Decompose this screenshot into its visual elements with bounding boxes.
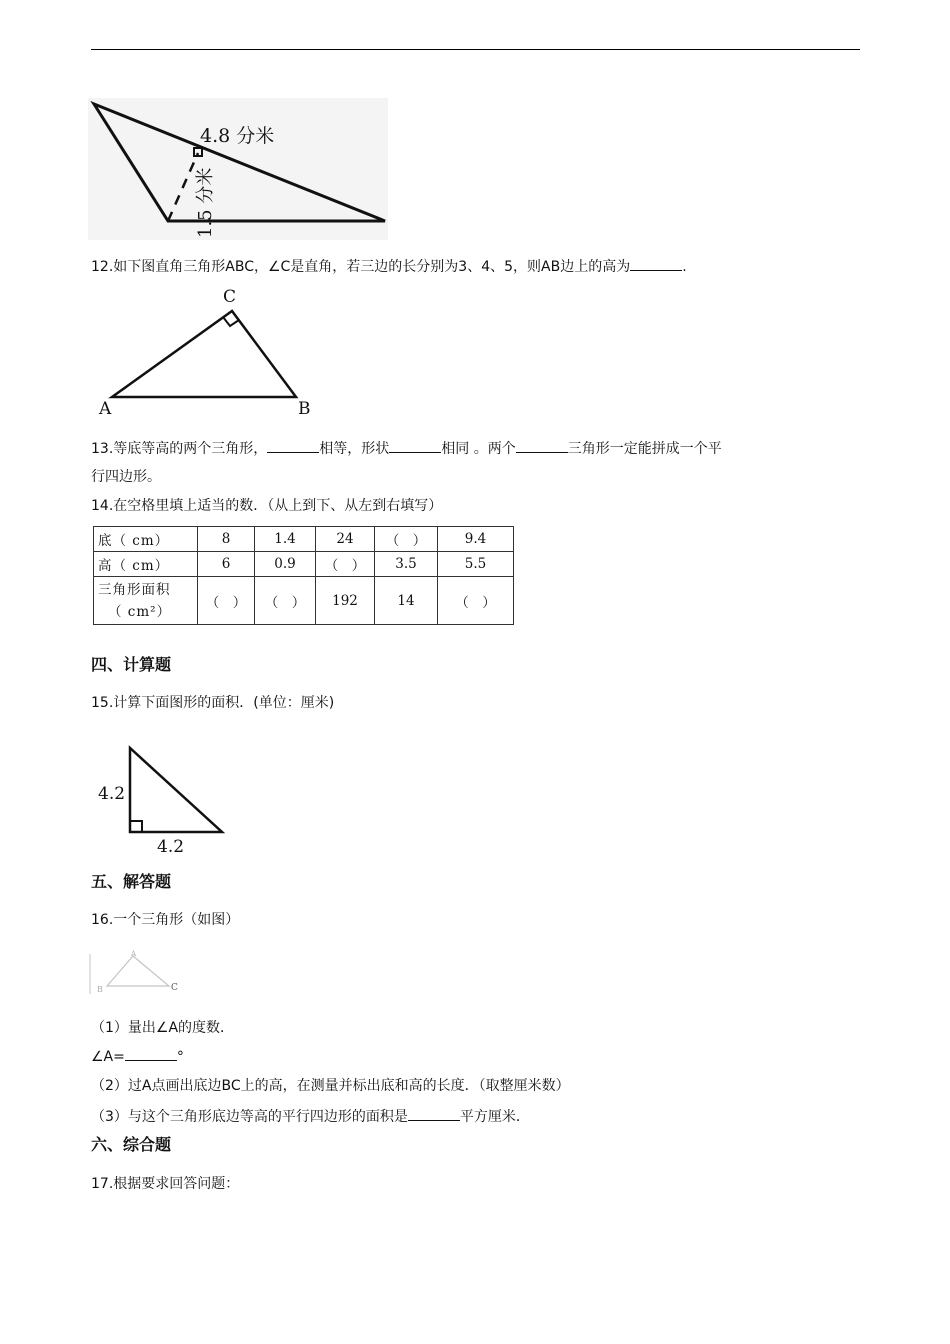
question-16-sub3-suffix: 平方厘米． (459, 1109, 530, 1125)
question-13-part4: 三角形一定能拼成一个平 (567, 441, 722, 457)
label-4-8dm: 4.8 分米 (200, 125, 275, 147)
row-label-area-line1: 三角形面积 (98, 581, 171, 598)
angle-a-prefix: ∠A= (91, 1049, 125, 1065)
vertex-label-c-q16: C (171, 983, 178, 993)
question-12-text: 12.如下图直角三角形ABC，∠C是直角，若三边的长分别为3、4、5，则AB边上的高为 (91, 259, 631, 275)
cell-base-2: 1.4 (255, 527, 316, 552)
answer-blank-q13-2[interactable] (389, 438, 441, 453)
triangle-data-table (93, 526, 514, 625)
question-13-part1: 13.等底等高的两个三角形， (91, 441, 268, 457)
question-16-answer-line (91, 1046, 184, 1067)
figure-q12 (92, 285, 322, 420)
cell-height-3[interactable]: （ ） (316, 552, 375, 577)
answer-blank-q13-1[interactable] (267, 438, 319, 453)
section-5-title: 五、解答题 (91, 872, 172, 891)
label-1-5dm: 1.5 分米 (195, 167, 216, 238)
question-16-sub3 (91, 1106, 530, 1127)
label-base-4-2: 4.2 (157, 837, 185, 857)
table-row-base (94, 527, 514, 552)
answer-blank-q12[interactable] (630, 256, 682, 271)
row-label-area (94, 577, 198, 625)
question-13 (91, 438, 722, 459)
question-13-line2: 行四边形。 (91, 469, 161, 485)
vertex-label-b: B (298, 399, 311, 419)
question-14: 14.在空格里填上适当的数．（从上到下、从左到右填写） (91, 498, 443, 514)
question-16-sub2: （2）过A点画出底边BC上的高，在测量并标出底和高的长度．（取整厘米数） (91, 1078, 570, 1094)
row-label-height: 高（ cm） (94, 552, 198, 577)
figure-q15-svg (95, 740, 230, 858)
right-angle-mark-q15 (130, 821, 142, 832)
triangle-q11 (94, 104, 385, 221)
cell-area-5[interactable]: （ ） (438, 577, 514, 625)
vertex-label-a-q16: A (131, 950, 137, 958)
label-side-4-2: 4.2 (98, 784, 126, 804)
answer-blank-q13-3[interactable] (516, 438, 568, 453)
cell-height-1: 6 (198, 552, 255, 577)
cell-base-5: 9.4 (438, 527, 514, 552)
degree-symbol: ° (176, 1049, 184, 1065)
figure-q16-svg (89, 948, 184, 996)
vertex-label-c: C (223, 287, 237, 307)
section-6-title: 六、综合题 (91, 1135, 172, 1154)
table-q14 (93, 526, 514, 625)
question-16-sub1: （1）量出∠A的度数． (91, 1020, 235, 1036)
cell-area-4: 14 (375, 577, 438, 625)
figure-q11 (88, 98, 388, 240)
cell-area-2[interactable]: （ ） (255, 577, 316, 625)
row-label-base: 底（ cm） (94, 527, 198, 552)
figure-q12-svg (92, 285, 322, 420)
vertex-label-b-q16: B (97, 985, 103, 994)
cell-area-1[interactable]: （ ） (198, 577, 255, 625)
cell-base-1: 8 (198, 527, 255, 552)
table-row-height (94, 552, 514, 577)
header-rule (91, 49, 860, 50)
figure-q11-svg (88, 98, 388, 240)
triangle-q16 (107, 956, 169, 986)
triangle-abc (112, 311, 296, 397)
question-16: 16.一个三角形（如图） (91, 912, 240, 928)
answer-blank-q16-3[interactable] (408, 1106, 460, 1121)
question-13-part3: 相同 。两个 (441, 441, 516, 457)
question-15: 15.计算下面图形的面积．(单位：厘米) (91, 695, 335, 711)
row-label-area-line2: （ cm²） (108, 603, 172, 620)
figure-q15 (95, 740, 230, 858)
question-17: 17.根据要求回答问题： (91, 1176, 240, 1192)
table-row-area (94, 577, 514, 625)
height-line-q11 (168, 153, 198, 221)
question-12 (91, 256, 687, 277)
question-16-sub3-prefix: （3）与这个三角形底边等高的平行四边形的面积是 (91, 1109, 408, 1125)
cell-height-5: 5.5 (438, 552, 514, 577)
cell-height-2: 0.9 (255, 552, 316, 577)
cell-area-3: 192 (316, 577, 375, 625)
question-13-part2: 相等，形状 (319, 441, 390, 457)
answer-blank-angle-a[interactable] (125, 1046, 177, 1061)
cell-base-3: 24 (316, 527, 375, 552)
vertex-label-a: A (99, 399, 112, 419)
figure-q16 (89, 948, 184, 996)
question-12-end: . (682, 259, 687, 275)
right-triangle-q15 (130, 748, 222, 832)
cell-height-4: 3.5 (375, 552, 438, 577)
cell-base-4[interactable]: （ ） (375, 527, 438, 552)
section-4-title: 四、计算题 (91, 655, 172, 674)
